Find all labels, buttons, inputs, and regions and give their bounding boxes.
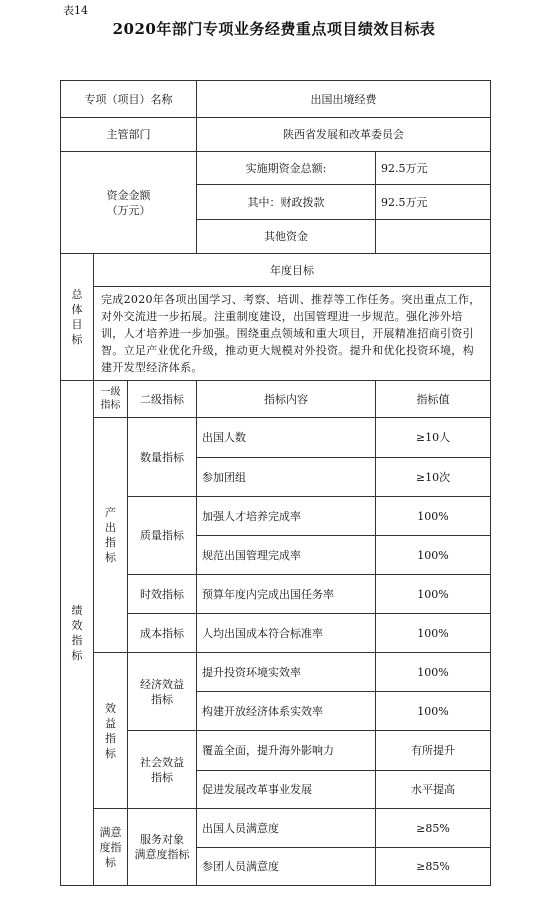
indicator-value: ≥10人 bbox=[376, 418, 491, 458]
perf-header-row bbox=[61, 381, 491, 418]
table-row bbox=[61, 809, 491, 848]
goal-header-row bbox=[61, 254, 491, 287]
funds-total-label: 实施期资金总额: bbox=[197, 152, 376, 185]
service-satisfaction-line2: 满意度指标 bbox=[134, 848, 190, 861]
goal-label bbox=[61, 254, 94, 381]
goal-text: 完成2020年各项出国学习、考察、培训、推荐等工作任务。突出重点工作，对外交流进一步拓展。注重制度建设，出国管理进一步规范。强化涉外培训，人才培养进一步加强。围绕重点领域和重大项目，开展精准招商引资引智。立足产业优化升级，推动更大规模对外投资。提升和优化投资环境，构建开发型经济体系。 bbox=[94, 287, 491, 381]
quantity-label: 数量指标 bbox=[128, 418, 197, 497]
satisfaction-label-line3: 标 bbox=[105, 855, 116, 869]
quality-label: 质量指标 bbox=[128, 497, 197, 575]
output-label-text: 产出指标 bbox=[105, 506, 116, 564]
sheet-label: 表14 bbox=[63, 4, 88, 17]
indicator-content: 参加团组 bbox=[197, 458, 376, 497]
indicator-value: 水平提高 bbox=[376, 771, 491, 809]
department-row bbox=[61, 118, 491, 152]
funds-label-line2: （万元） bbox=[106, 203, 151, 217]
goal-text-row bbox=[61, 287, 491, 381]
funds-fiscal-value: 92.5万元 bbox=[376, 185, 491, 220]
indicator-content: 覆盖全面，提升海外影响力 bbox=[197, 731, 376, 771]
indicator-value: 有所提升 bbox=[376, 731, 491, 771]
indicator-content: 预算年度内完成出国任务率 bbox=[197, 575, 376, 614]
table-row bbox=[61, 418, 491, 458]
cost-label: 成本指标 bbox=[128, 614, 197, 653]
indicator-value: 100% bbox=[376, 536, 491, 575]
header-value: 指标值 bbox=[376, 381, 491, 418]
indicator-content: 加强人才培养完成率 bbox=[197, 497, 376, 536]
project-name-value: 出国出境经费 bbox=[197, 81, 491, 118]
indicator-content: 规范出国管理完成率 bbox=[197, 536, 376, 575]
goal-header: 年度目标 bbox=[94, 254, 491, 287]
perf-label bbox=[61, 381, 94, 886]
funds-label-line1: 资金金额 bbox=[106, 188, 151, 202]
department-value: 陕西省发展和改革委员会 bbox=[197, 118, 491, 152]
indicator-value: 100% bbox=[376, 575, 491, 614]
social-label-line1: 社会效益 bbox=[140, 755, 184, 769]
social-label bbox=[128, 731, 197, 809]
funds-other-label: 其他资金 bbox=[197, 220, 376, 254]
table-row bbox=[61, 653, 491, 692]
indicator-value: 100% bbox=[376, 497, 491, 536]
indicator-value: 100% bbox=[376, 692, 491, 731]
page-title: 2020年部门专项业务经费重点项目绩效目标表 bbox=[112, 20, 436, 38]
perf-label-text: 绩效指标 bbox=[71, 604, 83, 662]
benefit-label bbox=[94, 653, 128, 809]
header-content: 指标内容 bbox=[197, 381, 376, 418]
timeliness-label: 时效指标 bbox=[128, 575, 197, 614]
satisfaction-label bbox=[94, 809, 128, 886]
header-level1-text: 一级指标 bbox=[100, 387, 121, 411]
service-satisfaction-label bbox=[128, 809, 197, 886]
funds-total-value: 92.5万元 bbox=[376, 152, 491, 185]
project-name-label: 专项（项目）名称 bbox=[61, 81, 197, 118]
social-label-line2: 指标 bbox=[151, 770, 173, 784]
indicator-value: 100% bbox=[376, 653, 491, 692]
indicator-value: ≥85% bbox=[376, 809, 491, 848]
funds-label bbox=[61, 152, 197, 254]
satisfaction-label-line2: 度指 bbox=[99, 840, 122, 854]
economic-label-line1: 经济效益 bbox=[140, 677, 184, 691]
header-level1 bbox=[94, 381, 128, 418]
indicator-value: ≥85% bbox=[376, 848, 491, 886]
funds-fiscal-label: 其中：财政拨款 bbox=[197, 185, 376, 220]
indicator-value: 100% bbox=[376, 614, 491, 653]
indicator-content: 参团人员满意度 bbox=[197, 848, 376, 886]
indicator-content: 促进发展改革事业发展 bbox=[197, 771, 376, 809]
indicator-value: ≥10次 bbox=[376, 458, 491, 497]
economic-label-line2: 指标 bbox=[151, 692, 173, 706]
benefit-label-text: 效益指标 bbox=[105, 701, 116, 760]
satisfaction-label-line1: 满意 bbox=[99, 825, 122, 839]
project-row bbox=[61, 81, 491, 118]
indicator-content: 构建开放经济体系实效率 bbox=[197, 692, 376, 731]
indicator-content: 出国人数 bbox=[197, 418, 376, 458]
output-label bbox=[94, 418, 128, 653]
indicator-content: 提升投资环境实效率 bbox=[197, 653, 376, 692]
indicator-content: 人均出国成本符合标准率 bbox=[197, 614, 376, 653]
goal-label-text: 总体目标 bbox=[71, 288, 83, 346]
header-level2: 二级指标 bbox=[128, 381, 197, 418]
indicator-content: 出国人员满意度 bbox=[197, 809, 376, 848]
funds-other-value bbox=[376, 220, 491, 254]
department-label: 主管部门 bbox=[61, 118, 197, 152]
service-satisfaction-line1: 服务对象 bbox=[140, 833, 184, 846]
economic-label bbox=[128, 653, 197, 731]
funds-total-row bbox=[61, 152, 491, 185]
performance-goal-table bbox=[60, 80, 491, 886]
